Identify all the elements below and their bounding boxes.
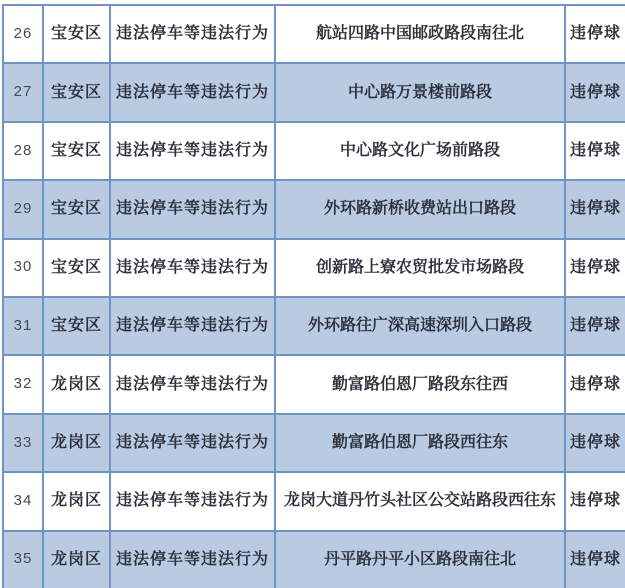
cell-violation-type: 违法停车等违法行为 <box>111 532 276 588</box>
cell-location: 丹平路丹平小区路段南往北 <box>276 532 566 588</box>
cell-device-type: 违停球 <box>569 434 621 452</box>
table-row <box>4 240 625 298</box>
cell-violation-type: 违法停车等违法行为 <box>111 473 276 529</box>
cell-device-type: 违停球 <box>569 25 621 43</box>
cell-location: 龙岗大道丹竹头社区公交站路段西往东 <box>276 473 566 529</box>
cell-device-type: 违停球 <box>569 550 621 568</box>
cell-number: 35 <box>4 532 44 588</box>
cell-district: 宝安区 <box>44 298 111 354</box>
cell-device-type: 违停球 <box>569 375 621 393</box>
cell-device-type: 违停球 <box>569 317 621 335</box>
cell-violation-type: 违法停车等违法行为 <box>111 123 276 179</box>
cell-violation-type: 违法停车等违法行为 <box>111 6 276 62</box>
table-row <box>4 123 625 181</box>
table-row <box>4 64 625 122</box>
cell-location: 中心路文化广场前路段 <box>276 123 566 179</box>
cell-location: 航站四路中国邮政路段南往北 <box>276 6 566 62</box>
camera-location-table <box>2 4 625 588</box>
cell-violation-type: 违法停车等违法行为 <box>111 356 276 412</box>
cell-device-type: 违停球 <box>569 83 621 101</box>
cell-device-type: 违停球 <box>569 492 621 510</box>
cell-device-type: 违停球 <box>569 200 621 218</box>
cell-number: 33 <box>4 415 44 471</box>
table-row <box>4 181 625 239</box>
cell-location: 外环路新桥收费站出口路段 <box>276 181 566 237</box>
cell-district: 龙岗区 <box>44 532 111 588</box>
table-row <box>4 298 625 356</box>
cell-number: 28 <box>4 123 44 179</box>
cell-number: 31 <box>4 298 44 354</box>
cell-location: 勤富路伯恩厂路段西往东 <box>276 415 566 471</box>
cell-district: 龙岗区 <box>44 473 111 529</box>
cell-device-type: 违停球 <box>569 258 621 276</box>
cell-violation-type: 违法停车等违法行为 <box>111 415 276 471</box>
cell-number: 27 <box>4 64 44 120</box>
cell-location: 中心路万景楼前路段 <box>276 64 566 120</box>
cell-number: 30 <box>4 240 44 296</box>
table-row <box>4 6 625 64</box>
cell-number: 34 <box>4 473 44 529</box>
cell-district: 宝安区 <box>44 6 111 62</box>
table-row <box>4 415 625 473</box>
cell-number: 29 <box>4 181 44 237</box>
cell-number: 32 <box>4 356 44 412</box>
cell-location: 外环路往广深高速深圳入口路段 <box>276 298 566 354</box>
table-row <box>4 356 625 414</box>
cell-violation-type: 违法停车等违法行为 <box>111 64 276 120</box>
cell-device-type: 违停球 <box>569 142 621 160</box>
cell-district: 龙岗区 <box>44 356 111 412</box>
cell-district: 宝安区 <box>44 240 111 296</box>
cell-district: 龙岗区 <box>44 415 111 471</box>
cell-number: 26 <box>4 6 44 62</box>
cell-violation-type: 违法停车等违法行为 <box>111 298 276 354</box>
cell-location: 创新路上寮农贸批发市场路段 <box>276 240 566 296</box>
table-row <box>4 473 625 531</box>
cell-district: 宝安区 <box>44 64 111 120</box>
cell-violation-type: 违法停车等违法行为 <box>111 240 276 296</box>
cell-violation-type: 违法停车等违法行为 <box>111 181 276 237</box>
cell-location: 勤富路伯恩厂路段东往西 <box>276 356 566 412</box>
cell-district: 宝安区 <box>44 123 111 179</box>
table-row <box>4 532 625 588</box>
cell-district: 宝安区 <box>44 181 111 237</box>
